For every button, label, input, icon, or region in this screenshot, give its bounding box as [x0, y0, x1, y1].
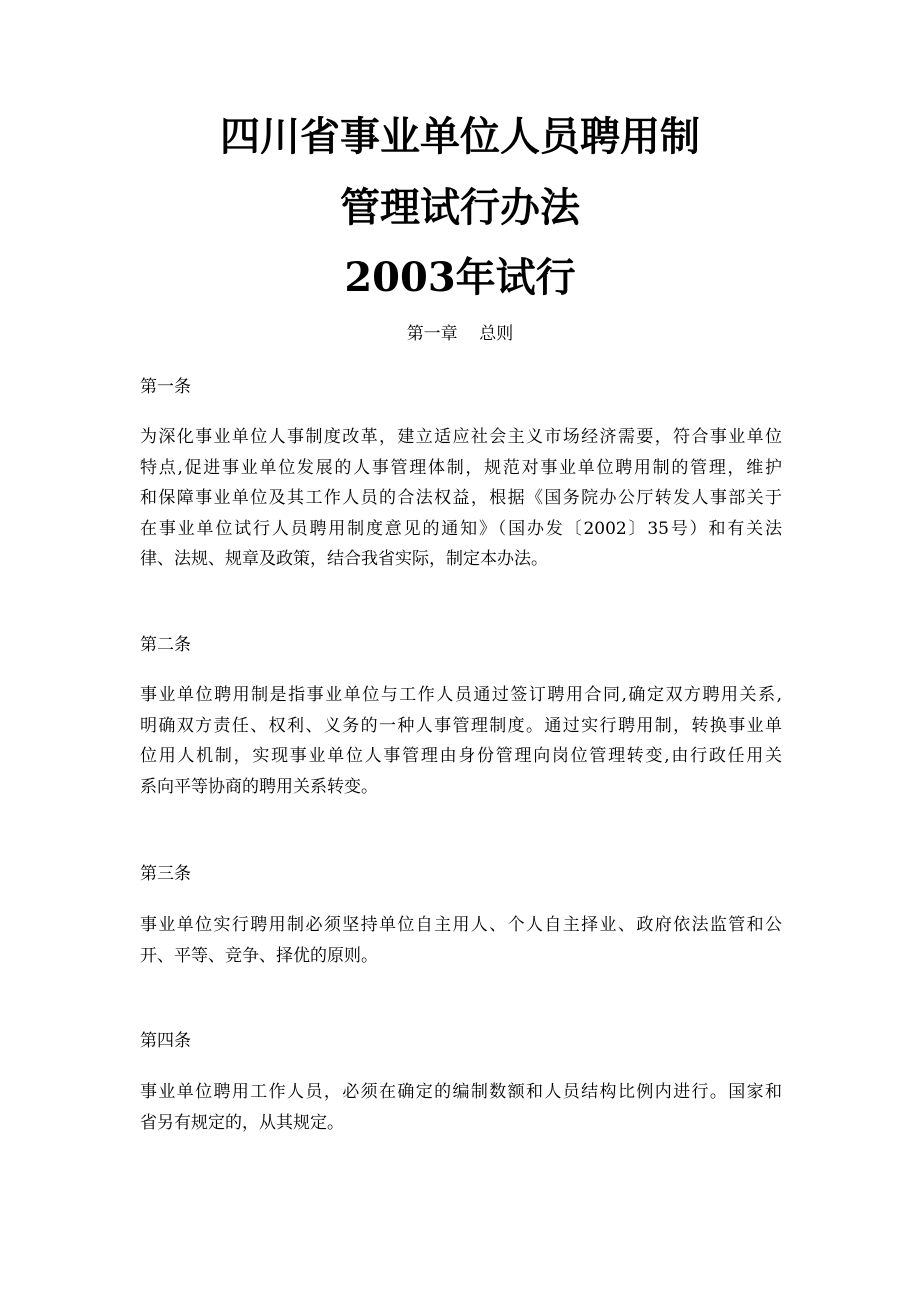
article-1-line-5: 律、法规、规章及政策，结合我省实际，制定本办法。: [140, 549, 548, 569]
article-1-body: [140, 422, 782, 575]
article-4-heading: 第四条: [140, 1031, 191, 1051]
document-title-line1: 四川省事业单位人员聘用制: [220, 113, 700, 160]
article-2-body: [140, 680, 782, 802]
article-4-body: [140, 1077, 782, 1138]
article-3-line-2: 开、平等、竞争、择优的原则。: [140, 945, 378, 966]
article-4-line-1: 事业单位聘用工作人员，必须在确定的编制数额和人员结构比例内进行。国家和: [140, 1082, 782, 1102]
article-2-line-1: 事业单位聘用制是指事业单位与工作人员通过签订聘用合同,确定双方聘用关系,: [140, 685, 782, 705]
article-1-line-2: 特点,促进事业单位发展的人事管理体制，规范对事业单位聘用制的管理，维护: [140, 457, 782, 478]
article-1-heading: 第一条: [140, 377, 191, 397]
article-2-line-2: 明确双方责任、权利、义务的一种人事管理制度。通过实行聘用制，转换事业单: [140, 715, 782, 736]
article-3-line-1: 事业单位实行聘用制必须坚持单位自主用人、个人自主择业、政府依法监管和公: [140, 915, 782, 935]
document-title-line2: 管理试行办法: [340, 184, 580, 231]
article-2-line-3: 位用人机制，实现事业单位人事管理由身份管理向岗位管理转变,由行政任用关: [140, 746, 782, 766]
document-title-year: 2003年试行: [344, 254, 576, 301]
article-3-heading: 第三条: [140, 864, 191, 884]
chapter-heading: 第一章 总则: [406, 324, 514, 344]
article-1-line-1: 为深化事业单位人事制度改革，建立适应社会主义市场经济需要，符合事业单位: [140, 427, 782, 447]
article-4-line-2: 省另有规定的，从其规定。: [140, 1112, 344, 1133]
article-1-line-3: 和保障事业单位及其工作人员的合法权益，根据《国务院办公厅转发人事部关于: [140, 488, 782, 508]
article-3-body: [140, 910, 782, 971]
article-2-line-4: 系向平等协商的聘用关系转变。: [140, 776, 378, 797]
article-1-line-4: 在事业单位试行人员聘用制度意见的通知》（国办发〔2002〕35号）和有关法: [140, 518, 782, 539]
article-2-heading: 第二条: [140, 635, 191, 655]
